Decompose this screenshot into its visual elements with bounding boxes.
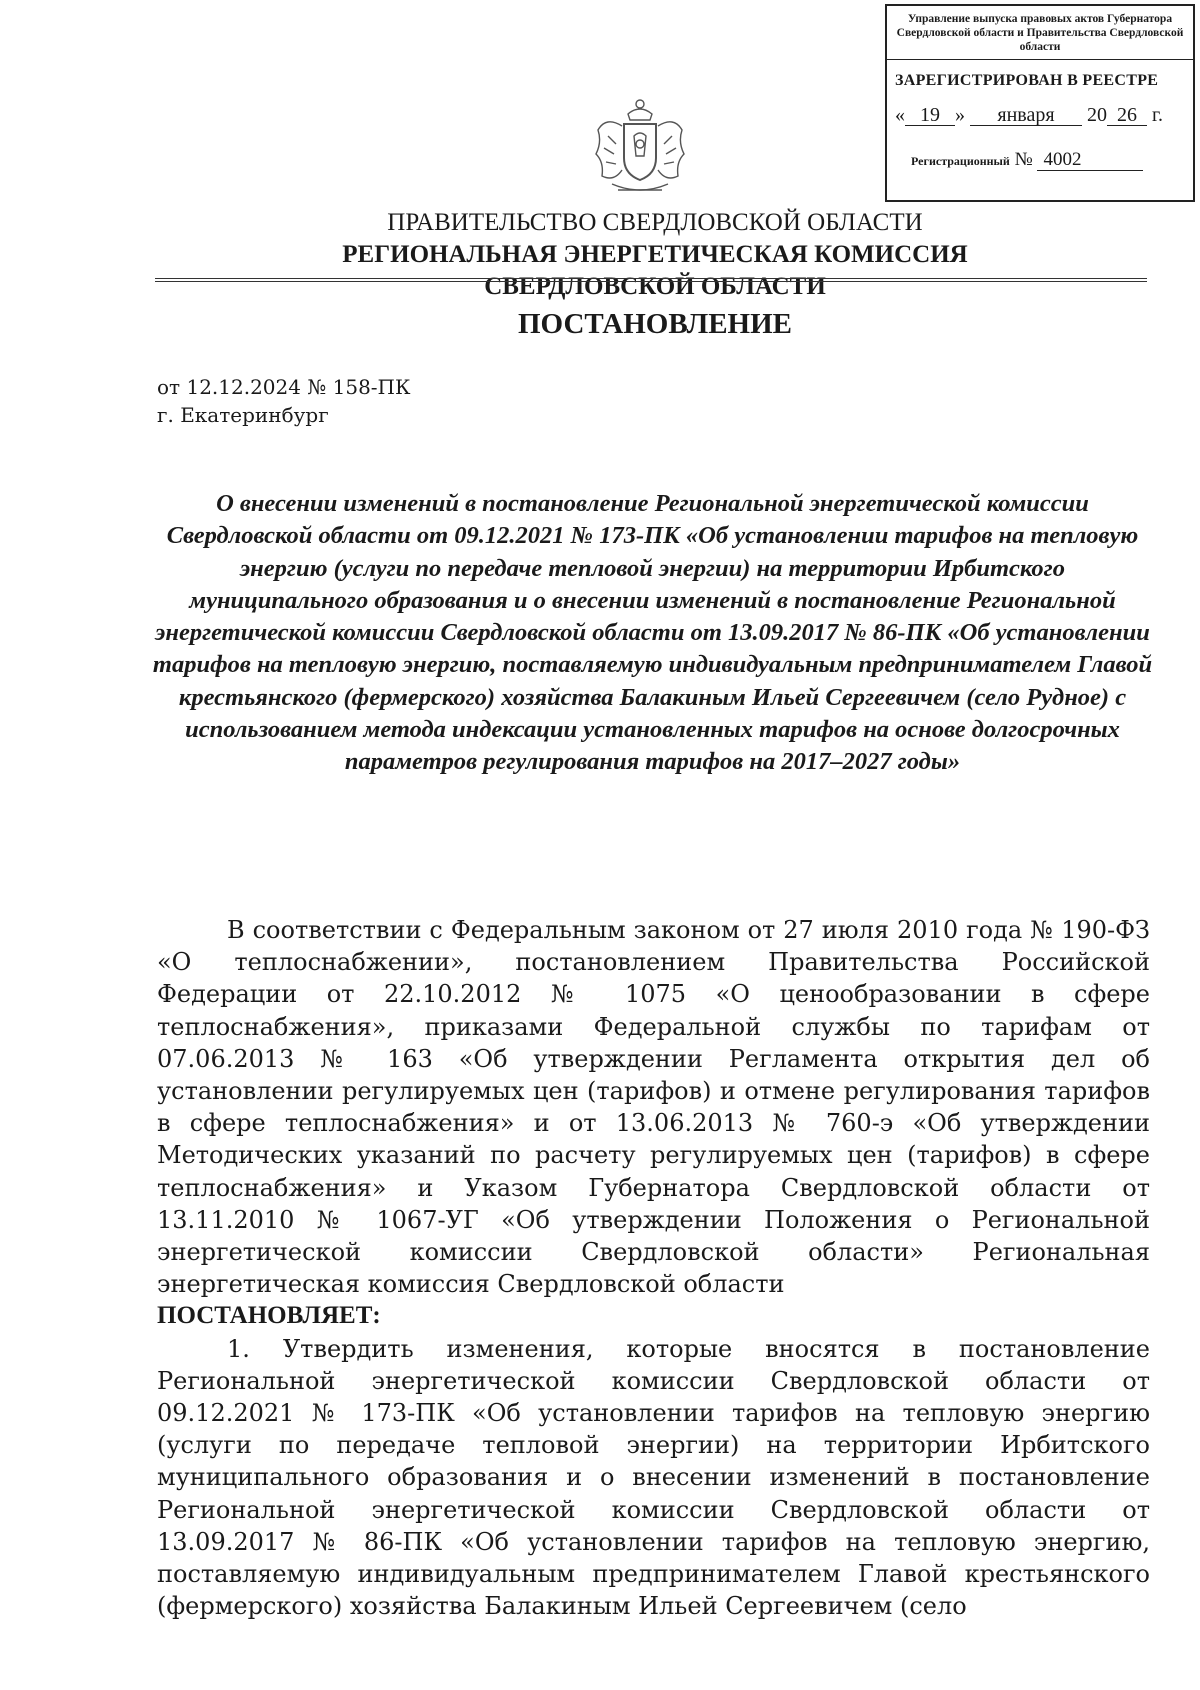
stamp-date	[887, 90, 1193, 127]
stamp-year-suffix: 26	[1107, 105, 1147, 126]
stamp-reg-number: 4002	[1037, 150, 1143, 171]
stamp-registered-label: ЗАРЕГИСТРИРОВАН В РЕЕСТРЕ	[895, 72, 1159, 89]
registry-stamp	[885, 4, 1195, 202]
government-title: ПРАВИТЕЛЬСТВО СВЕРДЛОВСКОЙ ОБЛАСТИ	[387, 209, 923, 236]
item-1-paragraph: 1. Утвердить изменения, которые вносятся в постановление Региональной энергетической комиссии Свердловской области от 09.12.2021 № 173-ПК «Об установлении тарифов на тепловую энергию (услуги по передаче тепловой энергии) на территории Ирбитского муниципального образования и о внесении изменений в постановление Региональной энергетической комиссии Свердловской области от 13.09.2017 № 86-ПК «Об установлении тарифов на тепловую энергию, поставляемую индивидуальным предпринимателем Главой крестьянского (фермерского) хозяйства Балакиным Ильей Сергеевичем (село	[157, 1334, 1150, 1621]
document-city: г. Екатеринбург	[157, 403, 329, 427]
stamp-day: 19	[905, 105, 955, 126]
document-meta	[157, 373, 410, 429]
header-divider	[155, 278, 1147, 279]
stamp-year-abbr: г.	[1152, 104, 1163, 126]
stamp-quote-open: «	[895, 104, 905, 126]
stamp-month: января	[970, 105, 1082, 126]
commission-line-1: РЕГИОНАЛЬНАЯ ЭНЕРГЕТИЧЕСКАЯ КОМИССИЯ	[342, 241, 968, 268]
stamp-year-prefix: 20	[1087, 104, 1107, 126]
stamp-reg-number-label: Регистрационный	[911, 154, 1010, 168]
document-type: ПОСТАНОВЛЕНИЕ	[517, 308, 792, 340]
commission-line-2: СВЕРДЛОВСКОЙ ОБЛАСТИ	[484, 273, 826, 300]
stamp-reg-number-row	[887, 127, 1193, 171]
preamble-paragraph: В соответствии с Федеральным законом от 27 июля 2010 года № 190-ФЗ «О теплоснабжении», постановлением Правительства Российской Федерации от 22.10.2012 № 1075 «О ценообразовании в сфере теплоснабжения», приказами Федеральной службы по тарифам от 07.06.2013 № 163 «Об утверждении Регламента открытия дел об установлении регулируемых цен (тарифов) и отмене регулирования тарифов в сфере теплоснабжения» и от 13.06.2013 № 760-э «Об утверждении Методических указаний по расчету регулируемых цен (тарифов) в сфере теплоснабжения» и Указом Губернатора Свердловской области от 13.11.2010 № 1067-УГ «Об утверждении Положения о Региональной энергетической комиссии Свердловской области» Региональная энергетическая комиссия Свердловской области	[157, 916, 1150, 1299]
header-divider-2	[155, 281, 1147, 282]
document-subject: О внесении изменений в постановление Региональной энергетической комиссии Свердловской области от 09.12.2021 № 173-ПК «Об установлении тарифов на тепловую энергию (услуги по передаче тепловой энергии) на территории Ирбитского муниципального образования и о внесении изменений в постановление Региональной энергетической комиссии Свердловской области от 13.09.2017 № 86-ПК «Об установлении тарифов на тепловую энергию, поставляемую индивидуальным предпринимателем Главой крестьянского (фермерского) хозяйства Балакиным Ильей Сергеевичем (село Рудное) с использованием метода индексации установленных тарифов на основе долгосрочных параметров регулирования тарифов на 2017–2027 годы»	[152, 490, 1153, 776]
document-date-number: от 12.12.2024 № 158-ПК	[157, 375, 411, 399]
resolves-heading: ПОСТАНОВЛЯЕТ:	[157, 1302, 381, 1330]
stamp-quote-close: »	[955, 104, 965, 126]
stamp-number-sign: №	[1014, 149, 1033, 170]
commission-title	[0, 239, 1200, 303]
document-body	[157, 914, 1150, 1622]
coat-of-arms-icon	[588, 96, 692, 200]
stamp-office: Управление выпуска правовых актов Губернатора Свердловской области и Правительства Свердловской области	[887, 6, 1193, 60]
